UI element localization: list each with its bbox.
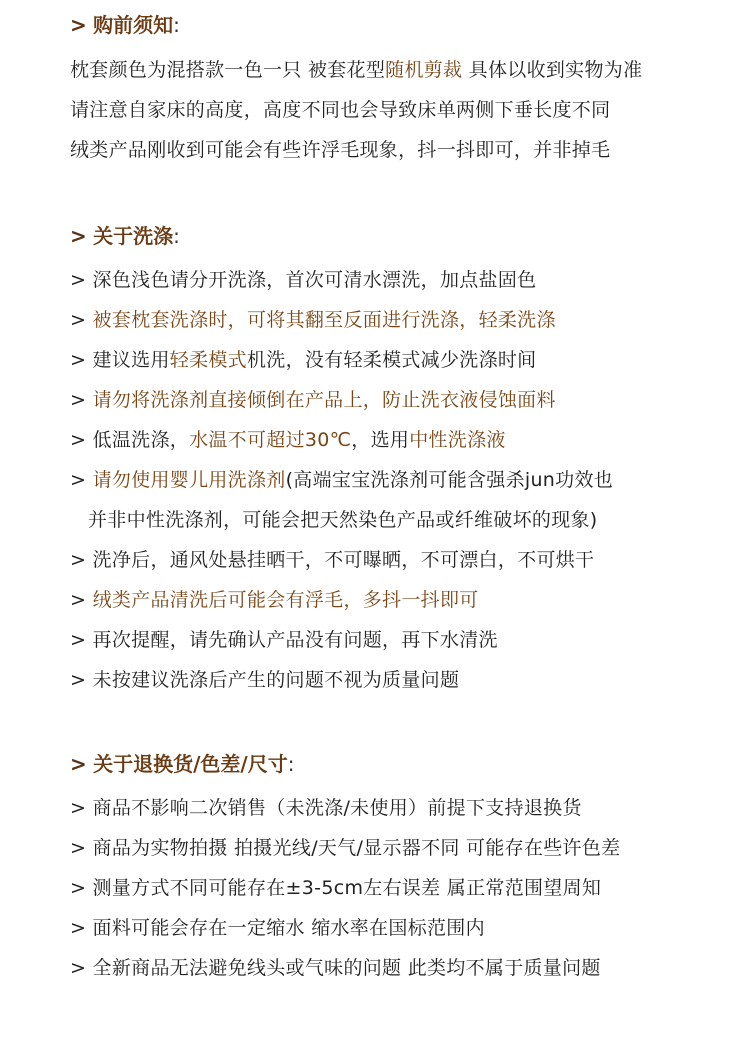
list-item	[70, 427, 506, 453]
heading-marker: >	[70, 752, 87, 776]
heading-colon: :	[173, 224, 180, 248]
highlighted-text: 被套枕套洗涤时，可将其翻至反面进行洗涤，轻柔洗涤	[92, 309, 556, 331]
list-item	[70, 467, 613, 493]
highlighted-text: 绒类产品清洗后可能会有浮毛，多抖一抖即可	[92, 589, 479, 611]
list-item	[70, 347, 536, 373]
body-text: 绒类产品刚收到可能会有些许浮毛现象，抖一抖即可，并非掉毛	[70, 139, 611, 161]
list-item	[70, 97, 610, 123]
heading-marker: >	[70, 224, 87, 248]
list-item	[70, 627, 498, 653]
section-heading	[70, 223, 180, 249]
list-item	[70, 835, 620, 861]
section-heading	[70, 751, 294, 777]
highlighted-text: 中性洗涤液	[409, 429, 506, 451]
heading-colon: :	[287, 752, 295, 776]
body-text: >	[70, 389, 93, 411]
body-text: > 全新商品无法避免线头或气味的问题 此类均不属于质量问题	[70, 957, 601, 979]
list-item	[70, 307, 556, 333]
body-text: > 再次提醒，请先确认产品没有问题，再下水清洗	[70, 629, 498, 651]
body-text: > 测量方式不同可能存在±3-5cm左右误差 属正常范围望周知	[70, 877, 602, 899]
list-item	[70, 57, 642, 83]
body-text: > 商品为实物拍摄 拍摄光线/天气/显示器不同 可能存在些许色差	[70, 837, 621, 859]
list-item	[70, 915, 485, 941]
heading-marker: >	[70, 13, 87, 37]
heading-title: 购前须知	[93, 13, 174, 37]
body-text: > 面料可能会存在一定缩水 缩水率在国标范围内	[70, 917, 485, 939]
highlighted-text: 请勿使用婴儿用洗涤剂	[92, 469, 286, 491]
body-text: > 洗净后，通风处悬挂晒干，不可曝晒，不可漂白，不可烘干	[70, 549, 595, 571]
heading-colon: :	[173, 13, 180, 37]
section-heading	[70, 12, 180, 38]
body-text: 枕套颜色为混搭款一色一只 被套花型	[70, 59, 386, 81]
body-text: > 未按建议洗涤后产生的问题不视为质量问题	[70, 669, 460, 691]
list-item	[70, 387, 556, 413]
highlighted-text: 请勿将洗涤剂直接倾倒在产品上，防止洗衣液侵蚀面料	[92, 389, 556, 411]
body-text: (高端宝宝洗涤剂可能含强杀jun功效也	[285, 469, 614, 491]
highlighted-text: 水温不可超过30℃	[189, 429, 352, 451]
body-text: >	[70, 469, 93, 491]
body-text: > 低温洗涤，	[70, 429, 190, 451]
list-item	[70, 955, 601, 981]
heading-title: 关于洗涤	[93, 224, 174, 248]
body-text: 具体以收到实物为准	[462, 59, 643, 81]
body-text: ，选用	[351, 429, 410, 451]
body-text: 机洗，没有轻柔模式减少洗涤时间	[246, 349, 537, 371]
body-text: >	[70, 589, 93, 611]
list-item	[88, 507, 598, 533]
body-text: > 建议选用	[70, 349, 170, 371]
list-item	[70, 547, 594, 573]
body-text: 请注意自家床的高度，高度不同也会导致床单两侧下垂长度不同	[70, 99, 611, 121]
list-item	[70, 137, 610, 163]
heading-title: 关于退换货/色差/尺寸	[93, 752, 288, 776]
list-item	[70, 267, 536, 293]
list-item	[70, 795, 582, 821]
body-text: >	[70, 309, 93, 331]
body-text: 并非中性洗涤剂，可能会把天然染色产品或纤维破坏的现象)	[88, 509, 598, 531]
highlighted-text: 轻柔模式	[169, 349, 247, 371]
list-item	[70, 667, 459, 693]
body-text: > 商品不影响二次销售（未洗涤/未使用）前提下支持退换货	[70, 797, 582, 819]
list-item	[70, 587, 479, 613]
highlighted-text: 随机剪裁	[385, 59, 463, 81]
list-item	[70, 875, 601, 901]
body-text: > 深色浅色请分开洗涤，首次可清水漂洗，加点盐固色	[70, 269, 537, 291]
